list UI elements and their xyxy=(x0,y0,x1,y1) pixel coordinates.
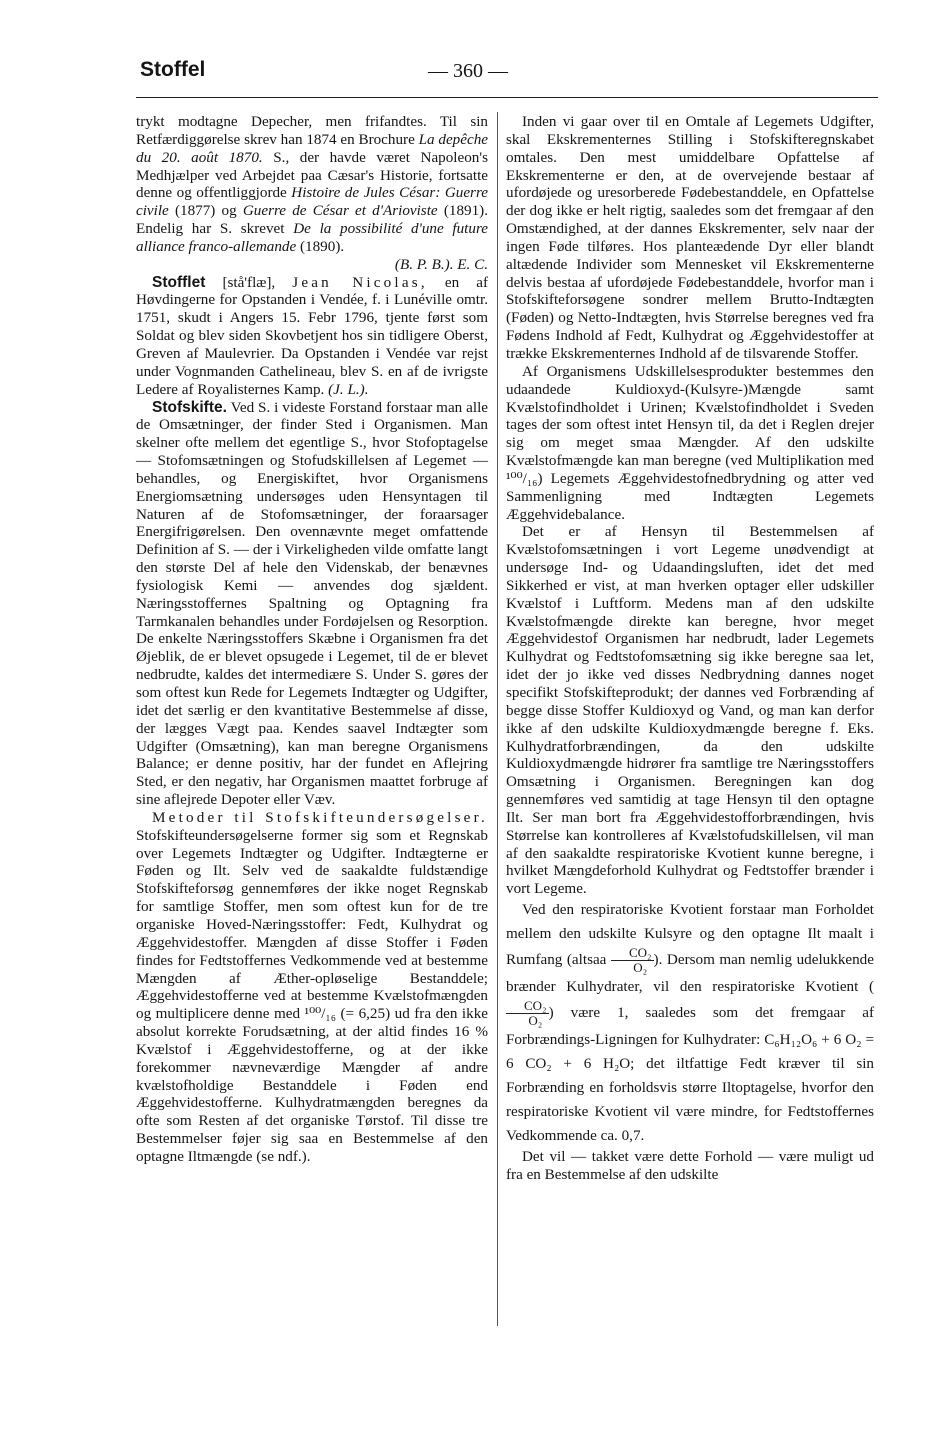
paragraph-stoffel-continued: trykt modtagne Depecher, men frifandtes. Til sin Retfærdiggørelse skrev han 1874 en Brochure La depêche du 20. août 1870. S., der havde været Napoleon's Medhjælper ved Arbejdet paa Cæsar's Historie, fortsatte denne og offentliggjorde Histoire de Jules César: Guerre civile (1877) og Guerre de César et d'Arioviste (1891). Endelig har S. skrevet De la possibilité d'une future alliance franco-allemande (1890). xyxy=(136,113,488,255)
paragraph-respiratorisk-kvotient: Ved den respiratoriske Kvotient forstaar man Forholdet mellem den udskilte Kulsyre og den optagne Ilt maalt i Rumfang (altsaa $\frac{\text{CO₂}}{\text{O₂}}$ ). Dersom man nemlig udelukkende brænder Kulhydrater, vil den respiratoriske Kvotient ( $\frac{\text{CO₂}}{\text{O₂}}$ ) være 1, saaledes som det fremgaar af Forbrændings-Ligningen for Kulhydrater: C₆H₁₂O₆ + 6 O₂ = 6 CO₂ + 6 H₂O; det iltfattige Fedt kræver til sin Forbrænding en forholdsvis større Iltoptagelse, hvorfor den respiratoriske Kvotient vil være mindre, for Fedtstoffernes Vedkommende ca. 0,7. xyxy=(506,901,874,1145)
entry-stofskifte: Stofskifte. Ved S. i videste Forstand forstaar man alle de Omsætninger, der finder Sted i Organismen. Man skelner ofte mellem det egentlige S., hvor Stofoptagelse — Stofomsætningen og Stofudskillelsen af Legemet — behandles, og Energiskiftet, hvor Organismens Energiomsætning undersøges uden Hensyntagen til Naturen af de Stofomsætninger, der foraarsager Energifrigørelsen. Den ovennævnte meget omfattende Definition af S. — der i Virkeligheden vilde omfatte langt den største Del af hele den Videnskab, der benævnes fysiologisk Kemi — anvendes dog sjældent. Næringsstoffernes Spaltning og Optagning fra Tarmkanalen behandles under Fordøjelsen og Resorption. De enkelte Næringsstoffers Skæbne i Organismen fra det Øjeblik, de er blevet opsugede i Legemet, til de er blevet nedbrudte, kaldes det intermediære S. Under S. gøres der som oftest kun Rede for Legemets Indtægter og Udgifter, idet det særlig er den kvantitative Bestemmelse af disse, der lægges Vægt paa. Kendes saavel Indtægter som Udgifter (Omsætning), kan man beregne Organismens Balance; er denne positiv, har der fundet en Aflejring Sted, er den negativ, har Organismen maattet forbruge af sine aflejrede Depoter eller Væv. xyxy=(136,398,488,809)
section-metoder: Metoder til Stofskifteundersøgelser. Stofskifteundersøgelserne former sig som et Regnskab over Legemets Indtægter og Udgifter. Indtægterne er Føden og Ilt. Selv ved de saakaldte fuldstændige Stofskifteforsøg gennemføres der ikke noget Regnskab for samtlige Stoffer, men som oftest kun for de tre organiske Hoved-Næringsstoffer: Fedt, Kulhydrat og Æggehvidestoffer. Mængden af disse Stoffer i Føden findes for Fedtstoffernes Vedkommende ved at bestemme Mængden af Æther-opløselige Bestanddele; Æggehvidestofferne ved at bestemme Kvælstofmængden og multiplicere denne med ¹⁰⁰/₁₆ (= 6,25) ud fra den ikke absolut korrekte Forudsætning, at der altid findes 16 % Kvælstof i Æggehvidestofferne, og at der ikke forekommer nævneværdige Mængder af andre kvælstofholdige Bestanddele i Føden end Æggehvidestofferne. Kulhydratmængden beregnes da ofte som Resten af det organiske Tørstof. Til disse tre Bestemmelser føjer sig saa en Bestemmelse af den optagne Iltmængde (se ndf.). xyxy=(136,808,488,1165)
page-number: — 360 — xyxy=(428,60,508,82)
entry-stofflet: Stofflet [stå'flæ], Jean Nicolas, en af Høvdingerne for Opstanden i Vendée, f. i Lunéville omtr. 1751, skudt i Angers 15. Febr 1796, tjente først som Soldat og blev siden Skovbetjent hos sin tidligere Oberst, Greven af Maulevrier. Da Opstanden i Vendée var rejst under Vognmanden Cathelineau, blev S. en af de ivrigste Ledere af Royalisternes Kamp. (J. L.). xyxy=(136,273,488,398)
paragraph-ekskrementer: Inden vi gaar over til en Omtale af Legemets Udgifter, skal Ekskrementernes Stilling i Stofskifteregnskabet omtales. Den mest umiddelbare Opfattelse af Ekskrementerne er den, at de overvejende bestaar af ufordøjede og uresorberede Fødebestanddele, en Opfattelse der dog ikke er helt rigtig, saaledes som det fremgaar af den Omstændighed, at der dannes Ekskrementer, selv naar der ingen Føde tilføres. Hos planteædende Dyr eller blandt altædende Individer som Mennesket vil Ekskrementerne delvis bestaa af ufordøjede Fødebestanddele, hvorfor man i Stofskifteforsøgene sondrer mellem Brutto-Indtægten (Føden) og Netto-Indtægten, hvis Størrelse beregnes ved fra Fødens Indhold af Fedt, Kulhydrat og Æggehvidestoffer at trække Ekskrementernes Indhold af de tilsvarende Stoffer. xyxy=(506,113,874,362)
entry-heading-stofskifte: Stofskifte. xyxy=(152,398,227,416)
right-column xyxy=(506,113,874,1184)
header-rule xyxy=(136,97,878,98)
fraction-co2-o2: $\frac{\text{CO₂}}{\text{O₂}}$ xyxy=(611,946,654,975)
left-column xyxy=(136,113,488,1166)
signature-stoffel: (B. P. B.). E. C. xyxy=(394,255,488,273)
header-title: Stoffel xyxy=(140,58,206,81)
entry-heading-stofflet: Stofflet xyxy=(152,273,206,291)
paragraph-det-vil: Det vil — takket være dette Forhold — være muligt ud fra en Bestemmelse af den udskilte xyxy=(506,1148,874,1183)
column-divider xyxy=(497,112,498,1326)
fraction-co2-o2-second: $\frac{\text{CO₂}}{\text{O₂}}$ xyxy=(506,999,549,1028)
paragraph-udskillelse: Af Organismens Udskillelsesprodukter bestemmes den udaandede Kuldioxyd-(Kulsyre-)Mængde samt Kvælstofindholdet i Urinen; Kvælstofindholdet i Sveden tages der som oftest intet Hensyn til, da det i Reglen drejer sig om meget smaa Mængder. Af den udskilte Kvælstofmængde kan man beregne (ved Multiplikation med ¹⁰⁰/₁₆) Legemets Æggehvidestofnedbrydning og atter ved Sammenligning med Indtægten Legemets Æggehvidebalance. xyxy=(506,362,874,523)
section-heading-metoder: Metoder til Stofskifteundersøgelser. xyxy=(152,808,488,826)
paragraph-kvaelstof: Det er af Hensyn til Bestemmelsen af Kvælstofomsætningen i vort Legeme unødvendigt at undersøge Ind- og Udaandingsluften, idet det med Sikkerhed er vist, at man hverken optager eller udskiller Kvælstof i Luftform. Medens man af den udskilte Kvælstofmængde direkte kan beregne, hvor meget Æggehvidestof Organismen har nedbrudt, lader Legemets Kulhydrat og Fedtstofomsætning sig ikke beregne saa let, idet der jo ikke ved disses Nedbrydning dannes noget specifikt Stofskifteprodukt; der dannes ved Forbrænding af begge disse Stoffer Kuldioxyd og Vand, og man kan derfor ikke af den udskilte Kuldioxydmængde beregne f. Eks. Kulhydratforbrændingen, da den udskilte Kuldioxydmængde hidrører fra samtlige tre Næringsstoffers Omsætning i Organismen. Beregningen kan dog gennemføres ved samtidig at tage Hensyn til den optagne Ilt. Ser man bort fra Æggehvidestofforbrændingen, hvis Størrelse kan kontrolleres af Kvælstofudskillelsen, vil man af den saakaldte respiratoriske Kvotient kunne beregne, i hvilket Mængdeforhold Kulhydrat og Fedtstoffer brænder i vort Legeme. xyxy=(506,523,874,898)
